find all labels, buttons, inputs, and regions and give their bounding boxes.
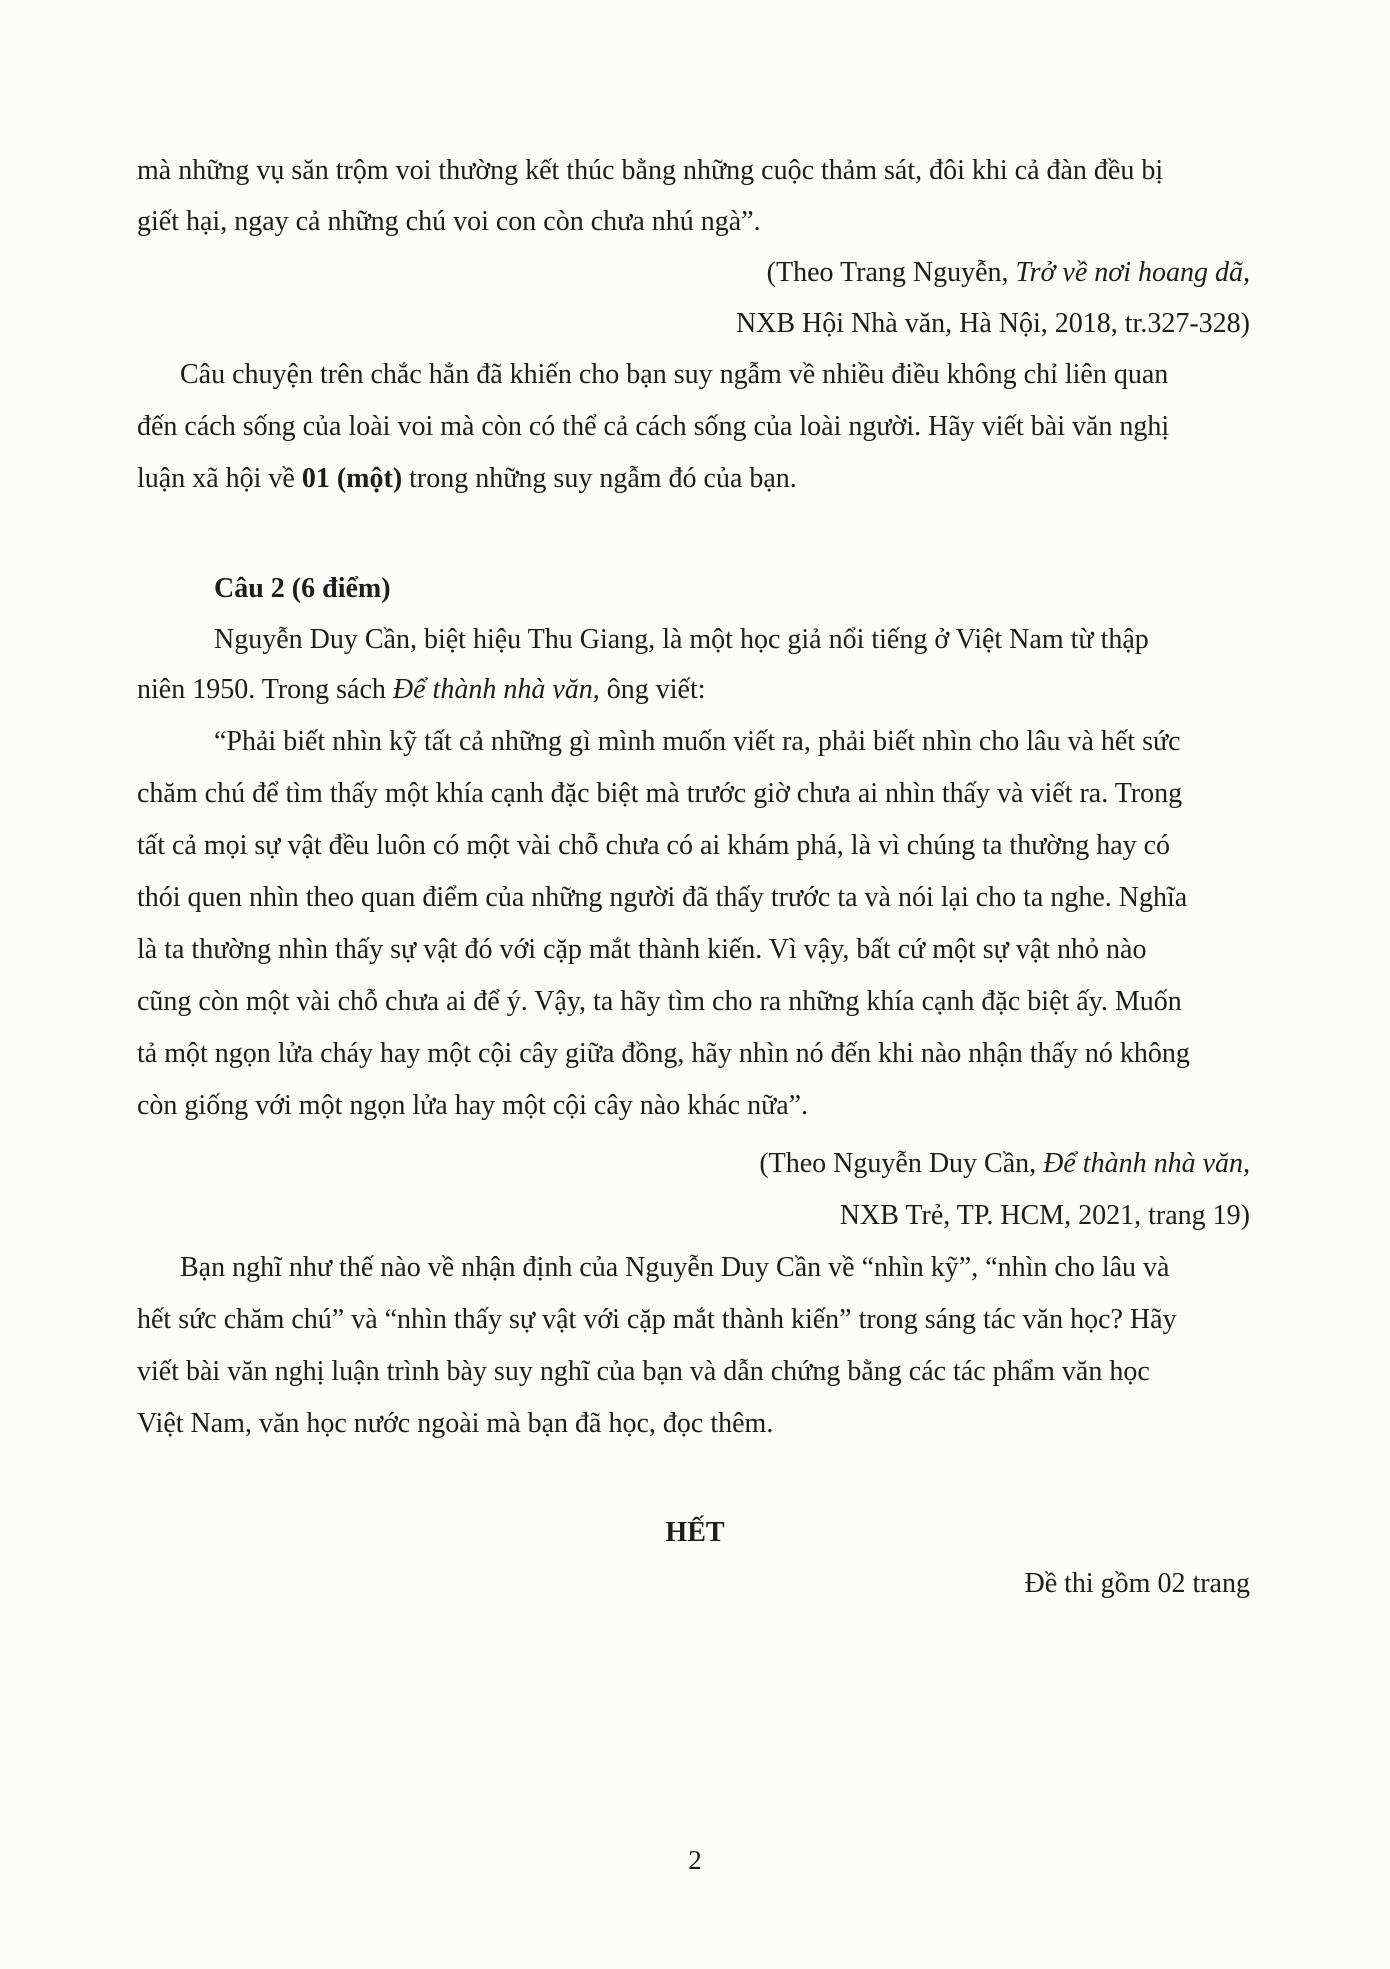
quote-line: là ta thường nhìn thấy sự vật đó với cặp mắt thành kiến. Vì vậy, bất cứ một sự vật nhỏ nào <box>137 934 1147 965</box>
citation-2-line-2: NXB Trẻ, TP. HCM, 2021, trang 19) <box>839 1200 1250 1231</box>
citation-1-line-1 <box>767 255 1250 291</box>
book-title: Để thành nhà văn, <box>392 674 600 705</box>
excerpt-line-1: mà những vụ săn trộm voi thường kết thúc bằng những cuộc thảm sát, đôi khi cả đàn đều bị <box>137 155 1164 186</box>
question-1-line-2: đến cách sống của loài voi mà còn có thể cả cách sống của loài người. Hãy viết bài văn nghị <box>137 411 1170 442</box>
citation-2-title: Để thành nhà văn, <box>1043 1148 1250 1179</box>
citation-2-line-1 <box>759 1146 1250 1182</box>
quote-line: cũng còn một vài chỗ chưa ai để ý. Vậy, ta hãy tìm cho ra những khía cạnh đặc biệt ấy. Muốn <box>137 986 1182 1017</box>
quote-line: “Phải biết nhìn kỹ tất cả những gì mình muốn viết ra, phải biết nhìn cho lâu và hết sức <box>214 726 1181 757</box>
question-2-prompt-line: Bạn nghĩ như thế nào về nhận định của Nguyễn Duy Cần về “nhìn kỹ”, “nhìn cho lâu và <box>180 1252 1170 1283</box>
question-1-line-3: luận xã hội về 01 (một) trong những suy ngẫm đó của bạn. <box>137 463 797 494</box>
page-number: 2 <box>688 1845 702 1875</box>
question-2-prompt-line: hết sức chăm chú” và “nhìn thấy sự vật với cặp mắt thành kiến” trong sáng tác văn học? Hãy <box>137 1304 1177 1335</box>
page-count-note: Đề thi gồm 02 trang <box>1024 1568 1250 1599</box>
quote-line: còn giống với một ngọn lửa hay một cội cây nào khác nữa”. <box>137 1090 809 1121</box>
question-1-line-1: Câu chuyện trên chắc hẳn đã khiến cho bạn suy ngẫm về nhiều điều không chỉ liên quan <box>180 359 1169 390</box>
quote-line: tất cả mọi sự vật đều luôn có một vài chỗ chưa có ai khám phá, là vì chúng ta thường hay có <box>137 830 1171 861</box>
quote-line: tả một ngọn lửa cháy hay một cội cây giữa đồng, hãy nhìn nó đến khi nào nhận thấy nó không <box>137 1038 1190 1069</box>
question-2-intro-line-2: niên 1950. Trong sách Để thành nhà văn, ông viết: <box>137 674 706 705</box>
question-2-prompt-line: viết bài văn nghị luận trình bày suy nghĩ của bạn và dẫn chứng bằng các tác phẩm văn học <box>137 1356 1150 1387</box>
question-1-count: 01 (một) <box>301 463 403 494</box>
excerpt-line-2: giết hại, ngay cả những chú voi con còn chưa nhú ngà”. <box>137 206 761 237</box>
end-marker: HẾT <box>665 1517 725 1548</box>
question-2-intro-line-1: Nguyễn Duy Cần, biệt hiệu Thu Giang, là một học giả nổi tiếng ở Việt Nam từ thập <box>214 624 1149 655</box>
question-2-heading: Câu 2 (6 điểm) <box>214 573 391 604</box>
citation-1-title: Trở về nơi hoang dã, <box>1015 257 1250 288</box>
quote-line: thói quen nhìn theo quan điểm của những người đã thấy trước ta và nói lại cho ta nghe. Nghĩa <box>137 882 1188 913</box>
question-2-prompt-line: Việt Nam, văn học nước ngoài mà bạn đã học, đọc thêm. <box>137 1408 774 1439</box>
citation-2-author: (Theo Nguyễn Duy Cần, <box>759 1148 1044 1179</box>
quote-line: chăm chú để tìm thấy một khía cạnh đặc biệt mà trước giờ chưa ai nhìn thấy và viết ra. Trong <box>137 778 1183 809</box>
citation-1-author: (Theo Trang Nguyễn, <box>766 257 1016 288</box>
citation-1-line-2: NXB Hội Nhà văn, Hà Nội, 2018, tr.327-328) <box>735 308 1250 339</box>
